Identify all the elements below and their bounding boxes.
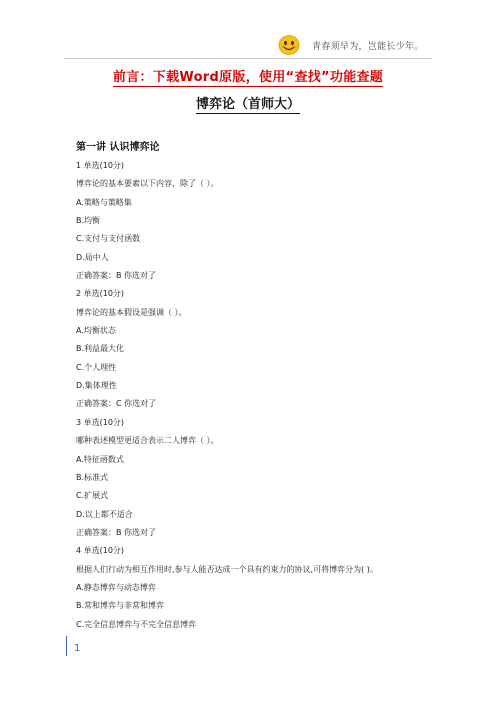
document-title-text: 博弈论（首师大） xyxy=(195,97,300,112)
content-line: C.个人理性 xyxy=(76,362,117,372)
content-line: A.静态博弈与动态博弈 xyxy=(76,582,156,592)
content-line: B.常和博弈与非常和博弈 xyxy=(76,601,165,611)
content-line: 3 单选(10分) xyxy=(76,417,125,427)
document-title xyxy=(0,93,496,112)
smiley-face-icon xyxy=(278,34,300,56)
content-line: D.局中人 xyxy=(76,252,109,262)
download-notice-text: 前言：下载Word原版，使用“查找”功能查题 xyxy=(112,70,384,85)
content-line: B.利益最大化 xyxy=(76,344,125,354)
content-line: C.扩展式 xyxy=(76,491,109,501)
download-notice xyxy=(0,66,496,85)
header-divider xyxy=(64,58,432,59)
header-motto: 青春须早为，岂能长少年。 xyxy=(312,41,424,52)
content-line: 正确答案：C 你选对了 xyxy=(76,399,157,409)
content-line: B.均衡 xyxy=(76,216,101,226)
content-line: C.支付与支付函数 xyxy=(76,234,141,244)
content-line: 正确答案：B 你选对了 xyxy=(76,271,157,281)
question-list xyxy=(76,160,456,637)
content-line: D.集体理性 xyxy=(76,381,117,391)
content-line: D.以上都不适合 xyxy=(76,509,133,519)
content-line: 正确答案：B 你选对了 xyxy=(76,527,157,537)
content-line: A.策略与策略集 xyxy=(76,197,132,207)
content-line: A.均衡状态 xyxy=(76,326,116,336)
content-line: 哪种表述模型更适合表示二人博弈（ ）。 xyxy=(76,436,219,446)
page-header xyxy=(278,34,424,56)
content-line: 博弈论的基本要素以下内容，除了（ ）。 xyxy=(76,179,219,189)
content-line: 2 单选(10分) xyxy=(76,289,125,299)
content-line: 根据人们行动为相互作用时,参与人能否达成一个具有约束力的协议,可将博弈分为( )。 xyxy=(76,564,378,574)
content-line: 博弈论的基本假设是强调（ ）。 xyxy=(76,307,187,317)
section-heading: 第一讲 认识博弈论 xyxy=(76,142,160,153)
page-number: 1 xyxy=(74,643,81,654)
footer-accent-bar xyxy=(66,636,67,656)
content-line: B.标准式 xyxy=(76,472,109,482)
content-line: 4 单选(10分) xyxy=(76,546,125,556)
content-line: A.特征函数式 xyxy=(76,454,124,464)
content-line: 1 单选(10分) xyxy=(76,161,125,170)
content-line: C.完全信息博弈与不完全信息博弈 xyxy=(76,619,197,629)
